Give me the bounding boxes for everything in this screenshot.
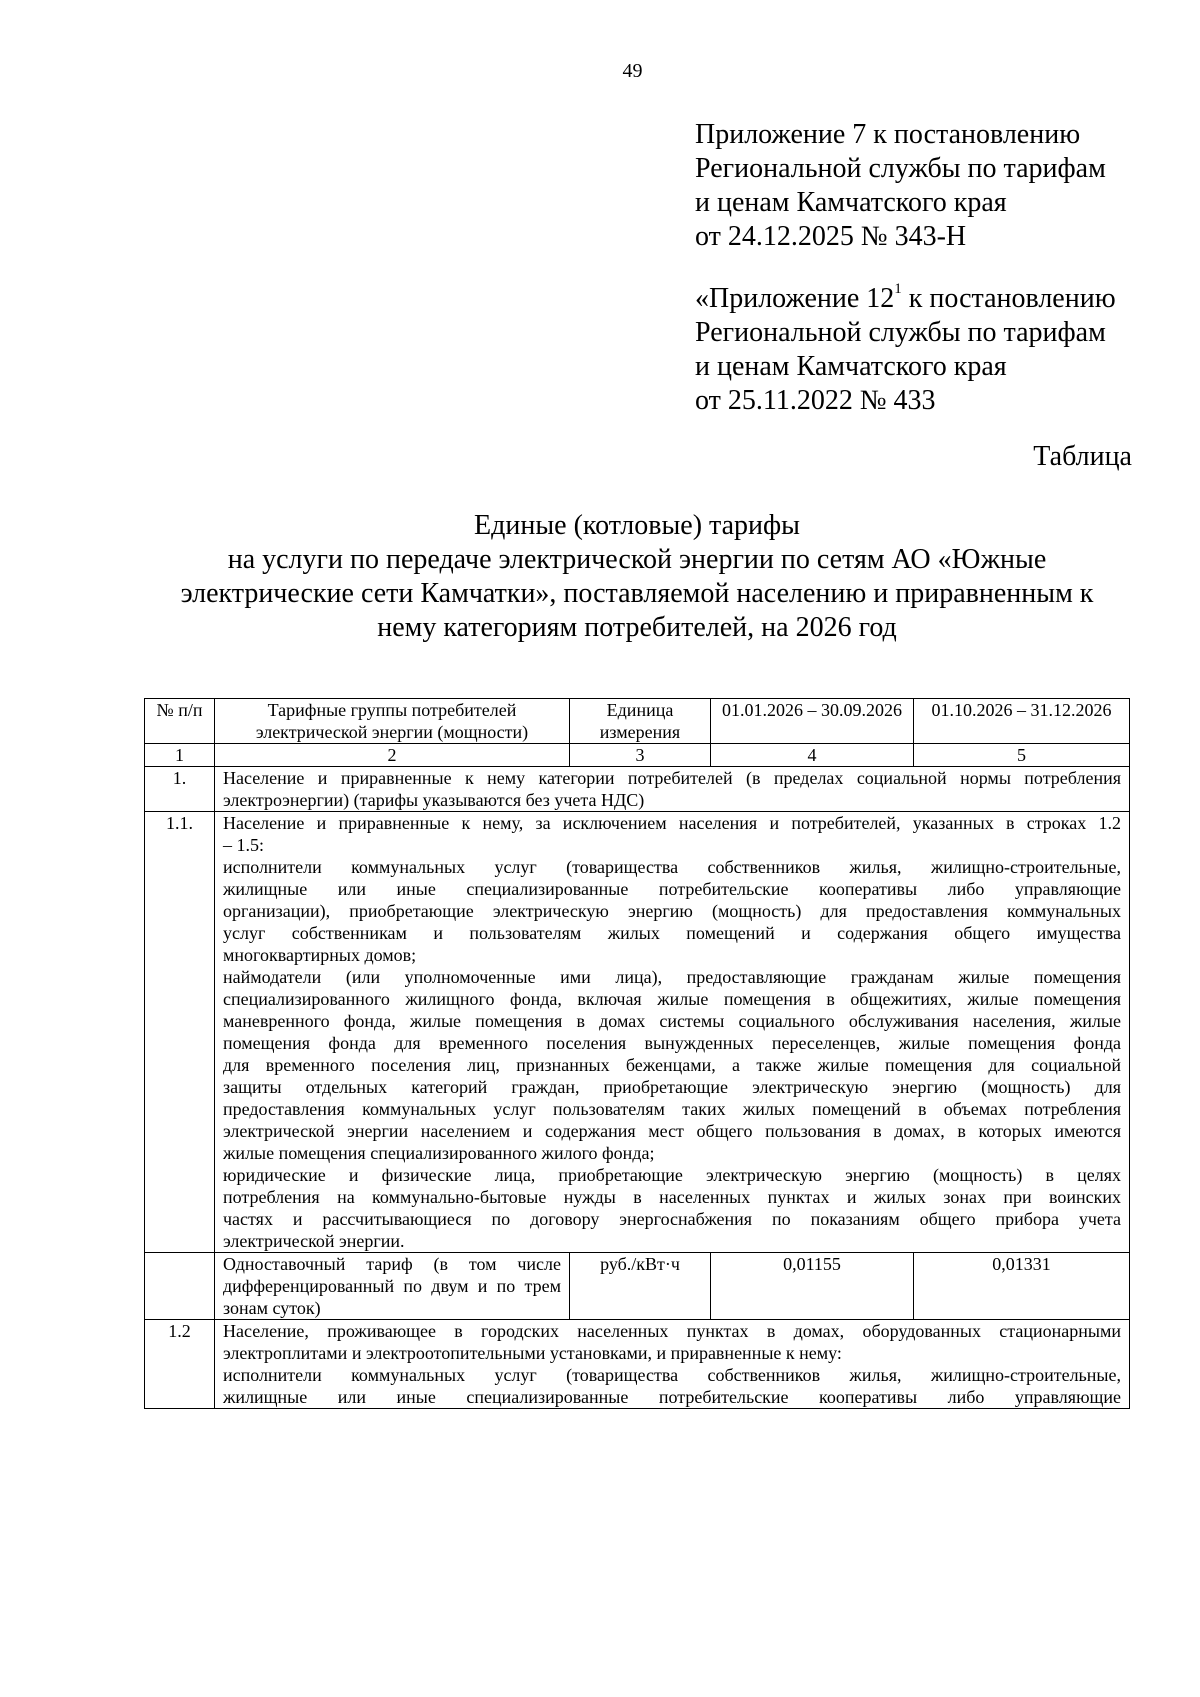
text-line: Население и приравненные к нему, за исключением населения и потребителей, указанных в строках 1.2 <box>223 813 1121 833</box>
text-line: Население, проживающее в городских населенных пунктах в домах, оборудованных стационарными <box>223 1321 1121 1341</box>
page-number: 49 <box>622 60 643 82</box>
header-cell-period-1: 01.01.2026 – 30.09.2026 <box>711 699 914 744</box>
appendix-line: от 25.11.2022 № 433 <box>695 385 936 416</box>
table-row <box>145 767 1130 812</box>
column-number: 4 <box>711 744 914 767</box>
header-cell-groups: Тарифные группы потребителей электрической энергии (мощности) <box>215 699 570 744</box>
text-line: наймодатели (или уполномоченные ими лица), предоставляющие гражданам жилые помещения <box>223 967 1121 987</box>
appendix-line: от 24.12.2025 № 343-Н <box>695 221 967 252</box>
row-description: Население и приравненные к нему категории потребителей (в пределах социальной нормы потребления электроэнергии) (тарифы указываются без учета НДС) <box>215 767 1130 812</box>
empty-cell <box>145 1253 215 1320</box>
row-number: 1.2 <box>145 1320 215 1409</box>
text-line: защиты отдельных категорий граждан, приобретающие электрическую энергию (мощность) для <box>223 1077 1121 1097</box>
text-line: – 1.5: <box>223 835 265 855</box>
text-line: маневренного фонда, жилые помещения в домах системы социального обслуживания населения, жилые <box>223 1011 1121 1031</box>
appendix-reference-amended <box>695 282 1116 418</box>
text-line: многоквартирных домов; <box>223 945 417 965</box>
tariff-name: Одноставочный тариф (в том числе дифференцированный по двум и по трем зонам суток) <box>215 1253 570 1320</box>
row-number: 1. <box>145 767 215 812</box>
text-line: для временного поселения лиц, признанных беженцами, а также жилые помещения для социальной <box>223 1055 1121 1075</box>
text-line: электроплитами и электроотопительными установками, и приравненные к нему: <box>223 1343 842 1363</box>
header-cell-unit: Единица измерения <box>570 699 711 744</box>
row-description <box>215 812 1130 1253</box>
column-number: 5 <box>914 744 1130 767</box>
text-line: помещения фонда для временного поселения вынужденных переселенцев, жилые помещения фонда <box>223 1033 1121 1053</box>
title-line: электрические сети Камчатки», поставляемой населению и приравненным к <box>180 578 1094 609</box>
text-line: предоставления коммунальных услуг пользователям таких жилых помещений в объемах потребления <box>223 1099 1121 1119</box>
title-line: нему категориям потребителей, на 2026 год <box>377 612 897 643</box>
tariff-row <box>145 1253 1130 1320</box>
text-line: электрической энергии. <box>223 1231 405 1251</box>
appendix-line: и ценам Камчатского края <box>695 351 1007 382</box>
text-line: исполнители коммунальных услуг (товарищества собственников жилья, жилищно-строительные, <box>223 857 1121 877</box>
table-header-row <box>145 699 1130 744</box>
superscript: 1 <box>894 280 902 297</box>
tariff-value-period-1: 0,01155 <box>711 1253 914 1320</box>
appendix-line: и ценам Камчатского края <box>695 187 1007 218</box>
appendix-reference-current <box>695 118 1106 254</box>
table-row <box>145 1320 1130 1409</box>
appendix-line: «Приложение $12^1$ к постановлению <box>695 280 1116 314</box>
text-line: потребления на коммунально-бытовые нужды в населенных пунктах и жилых зонах при воинских <box>223 1187 1121 1207</box>
title-line: на услуги по передаче электрической энергии по сетям АО «Южные <box>227 544 1047 575</box>
header-cell-number: № п/п <box>145 699 215 744</box>
tariff-unit: руб./кВт·ч <box>570 1253 711 1320</box>
text-line: жилые помещения специализированного жилого фонда; <box>223 1143 655 1163</box>
appendix-line: Региональной службы по тарифам <box>695 317 1106 348</box>
document-title <box>142 509 1132 645</box>
column-number: 3 <box>570 744 711 767</box>
text-line: жилищные или иные специализированные потребительские кооперативы либо управляющие <box>223 1387 1121 1407</box>
text-line: электрической энергии населением и содержания мест общего пользования в домах, в которых имеются <box>223 1121 1121 1141</box>
text-line: услуг собственникам и пользователям жилых помещений и содержания общего имущества <box>223 923 1121 943</box>
text-line: специализированного жилищного фонда, включая жилые помещения в общежитиях, жилые помещения <box>223 989 1121 1009</box>
text-line: жилищные или иные специализированные потребительские кооперативы либо управляющие <box>223 879 1121 899</box>
column-number: 2 <box>215 744 570 767</box>
text-line: исполнители коммунальных услуг (товарищества собственников жилья, жилищно-строительные, <box>223 1365 1121 1385</box>
appendix-line: Приложение 7 к постановлению <box>695 119 1081 150</box>
text-line: организации), приобретающие электрическую энергию (мощность) для предоставления коммунальных <box>223 901 1121 921</box>
text-line: юридические и физические лица, приобретающие электрическую энергию (мощность) в целях <box>223 1165 1121 1185</box>
appendix-line: Региональной службы по тарифам <box>695 153 1106 184</box>
title-line: Единые (котловые) тарифы <box>474 510 800 541</box>
tariff-value-period-2: 0,01331 <box>914 1253 1130 1320</box>
table-row <box>145 812 1130 1253</box>
column-number: 1 <box>145 744 215 767</box>
row-number: 1.1. <box>145 812 215 1253</box>
header-cell-period-2: 01.10.2026 – 31.12.2026 <box>914 699 1130 744</box>
text-line: частях и рассчитывающиеся по договору энергоснабжения по показаниям общего прибора учета <box>223 1209 1121 1229</box>
table-label: Таблица <box>1033 441 1132 472</box>
tariff-table <box>144 698 1130 1409</box>
column-number-row <box>145 744 1130 767</box>
row-description <box>215 1320 1130 1409</box>
